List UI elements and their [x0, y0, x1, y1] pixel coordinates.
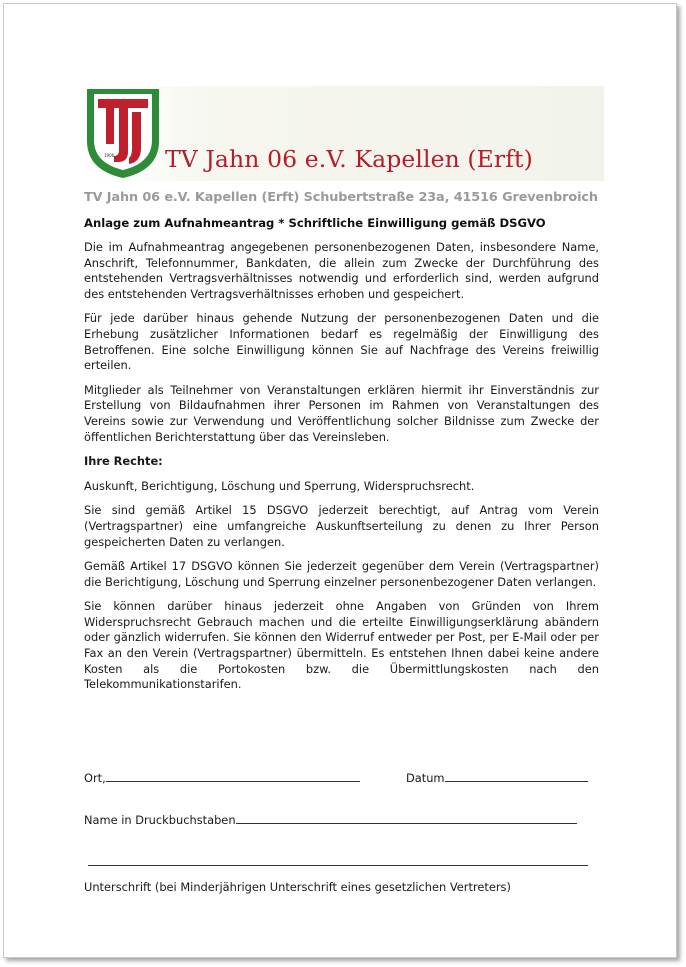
paragraph: Sie können darüber hinaus jederzeit ohne Angaben von Gründen von Ihrem Widerspruchsrecht Gebrauch machen und die erteilte Einwilligungserklärung abändern oder gänzlich widerrufen. Sie können den Widerruf entweder per Post, per E-Mail oder per Fax an den Verein (Vertragspartner) übermitteln. Es entstehen Ihnen dabei keine andere Kosten als die Portokosten bzw. die Übermittlungskosten nach den Telekommunikationstarifen.	[84, 599, 599, 692]
document-body	[84, 240, 599, 702]
date-line[interactable]	[445, 770, 588, 782]
signature-line[interactable]	[88, 854, 588, 866]
letterhead	[84, 86, 602, 186]
place-field[interactable]	[84, 770, 360, 785]
signature-field[interactable]	[88, 854, 588, 869]
document-page	[3, 3, 677, 958]
place-label: Ort,	[84, 771, 106, 785]
rights-heading: Ihre Rechte:	[84, 454, 163, 469]
paragraph: Sie sind gemäß Artikel 15 DSGVO jederzeit berechtigt, auf Antrag vom Verein (Vertragspartner) eine umfangreiche Auskunftserteilung zu denen zu Ihrer Person gespeicherten Daten zu verlangen.	[84, 503, 599, 549]
document-title: Anlage zum Aufnahmeantrag * Schriftliche Einwilligung gemäß DSGVO	[84, 216, 546, 230]
paragraph: Gemäß Artikel 17 DSGVO können Sie jederzeit gegenüber dem Verein (Vertragspartner) die Berichtigung, Löschung und Sperrung einzelner personenbezogener Daten verlangen.	[84, 559, 599, 589]
paragraph: Auskunft, Berichtigung, Löschung und Sperrung, Widerspruchsrecht.	[84, 478, 475, 493]
name-line[interactable]	[236, 812, 577, 824]
club-address: TV Jahn 06 e.V. Kapellen (Erft) Schubertstraße 23a, 41516 Grevenbroich	[84, 190, 598, 205]
paragraph: Die im Aufnahmeantrag angegebenen personenbezogenen Daten, insbesondere Name, Anschrift, Telefonnummer, Bankdaten, die allein zum Zwecke der Durchführung des entstehenden Vertragsverhältnisses notwendig und erforderlich sind, werden aufgrund des entstehenden Vertragsverhältnisses erhoben und gespeichert.	[84, 240, 599, 301]
name-label: Name in Druckbuchstaben	[84, 813, 236, 827]
date-label: Datum	[406, 771, 445, 785]
logo-year: 1906	[104, 153, 115, 158]
signature-caption: Unterschrift (bei Minderjährigen Unterschrift eines gesetzlichen Vertreters)	[84, 880, 511, 894]
club-logo-icon	[84, 86, 162, 180]
date-field[interactable]	[406, 770, 588, 785]
club-name: TV Jahn 06 e.V. Kapellen (Erft)	[165, 145, 533, 173]
document-content	[84, 86, 602, 894]
paragraph: Mitglieder als Teilnehmer von Veranstaltungen erklären hiermit ihr Einverständnis zur Erstellung von Bildaufnahmen ihrer Personen im Rahmen von Veranstaltungen des Vereins sowie zur Verwendung und Veröffentlichung solcher Bildnisse zum Zwecke der öffentlichen Berichterstattung über das Vereinsleben.	[84, 382, 599, 444]
place-line[interactable]	[106, 770, 360, 782]
name-field[interactable]	[84, 812, 577, 827]
paragraph: Für jede darüber hinaus gehende Nutzung der personenbezogenen Daten und die Erhebung zusätzlicher Informationen bedarf es regelmäßig der Einwilligung des Betroffenen. Eine solche Einwilligung können Sie auf Nachfrage des Vereins freiwillig erteilen.	[84, 311, 599, 373]
